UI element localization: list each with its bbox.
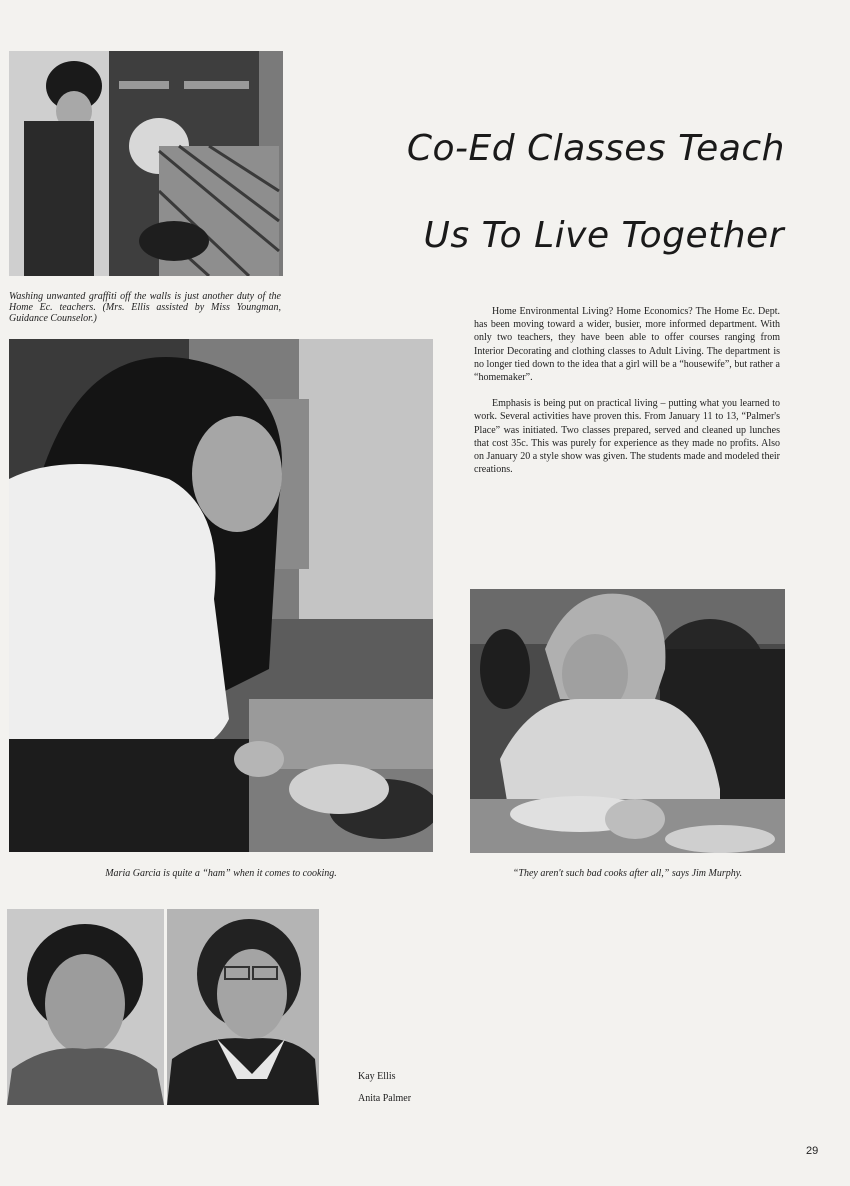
caption-graffiti: Washing unwanted graffiti off the walls is just another duty of the Home Ec. teachers. (Mrs. Ellis assisted by Miss Youngman, Guidance Counselor.): [9, 291, 281, 324]
teacher-name-kay-ellis: Kay Ellis: [358, 1071, 396, 1082]
article-body: [474, 305, 780, 476]
caption-maria: Maria Garcia is quite a “ham” when it comes to cooking.: [105, 868, 337, 879]
photo-jim-eating: [470, 589, 785, 853]
article-paragraph-2: Emphasis is being put on practical living – putting what you learned to work. Several activities have proven this. From January 11 to 13, “Palmer's Place” was initiated. Two classes prepared, served and cleaned up lunches that cost 35c. This was purely for experience as they made no profits. Also on January 20 a style show was given. The students made and modeled their creations.: [474, 398, 780, 476]
caption-jim: “They aren't such bad cooks after all,” says Jim Murphy.: [512, 868, 743, 879]
article-paragraph-1: Home Environmental Living? Home Economics? The Home Ec. Dept. has been moving toward a wider, busier, more informed department. With only two teachers, they have been able to offer courses ranging from Interior Decorating and clothing classes to Adult Living. The department is no longer tied down to the idea that a girl will be a “housewife”, but rather a “homemaker”.: [474, 306, 780, 384]
portrait-kay-ellis: [7, 909, 164, 1105]
portrait-anita-palmer: [167, 909, 319, 1105]
teacher-name-anita-palmer: Anita Palmer: [358, 1093, 412, 1104]
page-title-line1: Co-Ed Classes Teach: [406, 128, 785, 169]
photo-graffiti-washing: [9, 51, 283, 276]
page-title-line2: Us To Live Together: [423, 215, 784, 256]
page-number: 29: [806, 1145, 819, 1157]
photo-maria-cooking: [9, 339, 433, 852]
